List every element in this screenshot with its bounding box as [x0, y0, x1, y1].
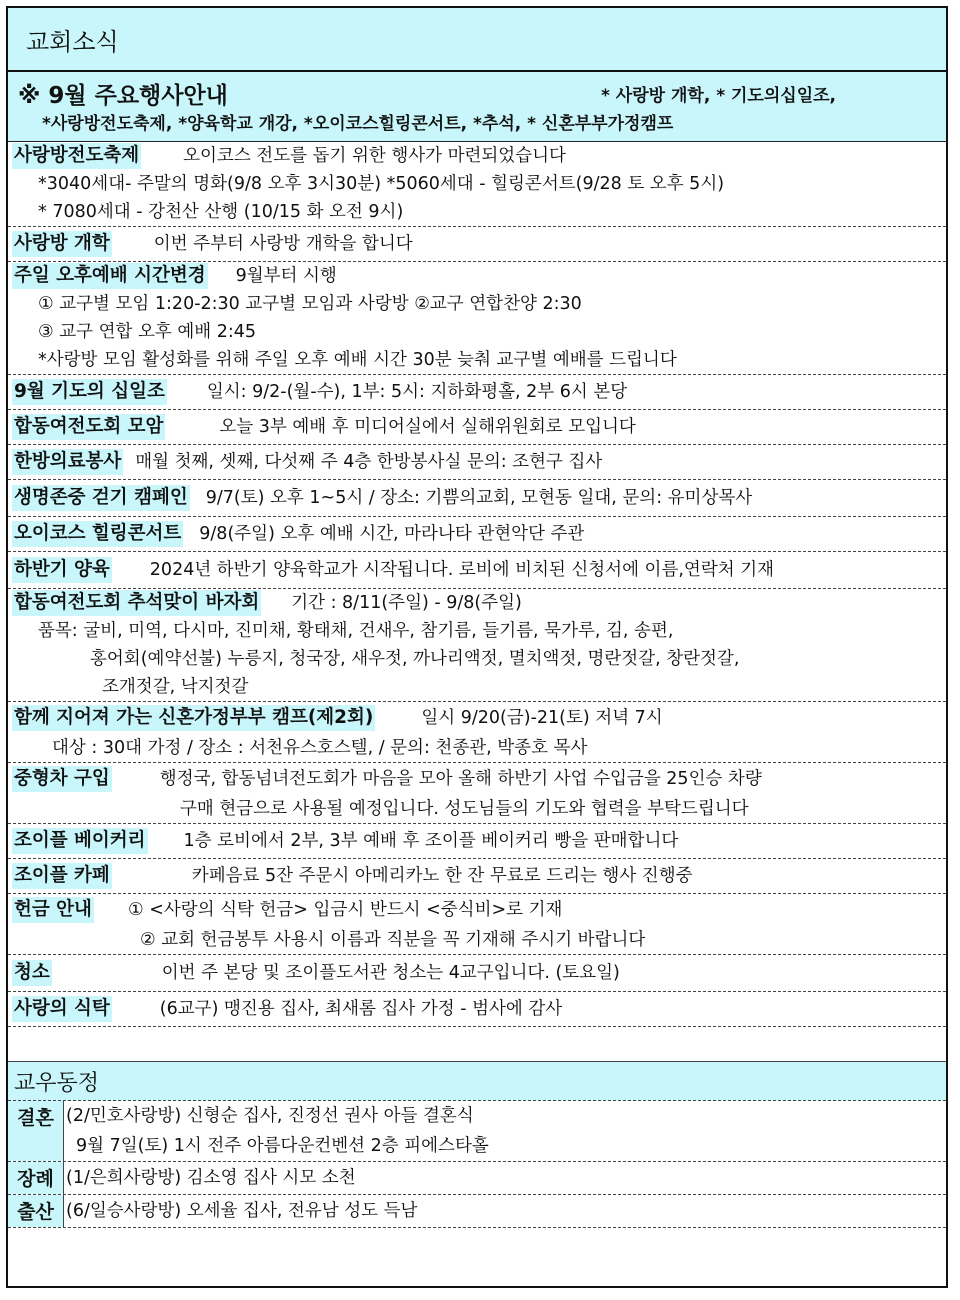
section-text: 홍어회(예약선불) 누릉지, 청국장, 새우젓, 까나리액젓, 멸치액젓, 명란젓갈, 창란젓갈, [90, 649, 740, 669]
section-newlywed-camp [8, 702, 946, 763]
notice-title: ※ 9월 주요행사안내 [18, 82, 228, 109]
section-text: * 7080세대 - 강천산 산행 (10/15 화 오전 9시) [38, 202, 404, 222]
section-text: 1층 로비에서 2부, 3부 예배 후 조이플 베이커리 빵을 판매합니다 [183, 831, 679, 851]
section-joyful-bakery [8, 824, 946, 859]
section-text: 카페음료 5잔 주문시 아메리카노 한 잔 무료로 드리는 행사 진행중 [191, 866, 693, 886]
notice-events-line1: * 사랑방 개학, * 기도의십일조, [600, 85, 836, 106]
section-offering-guide [8, 894, 946, 955]
section-label: 함께 지어져 가는 신혼가정부부 캠프(제2회) [12, 705, 375, 731]
section-text: ② 교회 헌금봉투 사용시 이름과 직분을 꼭 기재해 주시기 바랍니다 [140, 930, 646, 950]
section-label: 합동여전도회 추석맞이 바자회 [12, 590, 261, 616]
section-walking-campaign [8, 480, 946, 517]
section-label: 9월 기도의 십일조 [12, 379, 167, 405]
section-text: 오늘 3부 예배 후 미디어실에서 실해위원회로 모입니다 [219, 417, 636, 437]
section-text: 9/7(토) 오후 1~5시 / 장소: 기쁨의교회, 모현동 일대, 문의: 유미상목사 [205, 488, 753, 508]
section-text: ① 교구별 모임 1:20-2:30 교구별 모임과 사랑방 ②교구 연합찬양 2:30 [38, 294, 582, 314]
section-label: 하반기 양육 [12, 557, 112, 583]
section-label: 오이코스 힐링콘서트 [12, 521, 183, 547]
section-text: 9/8(주일) 오후 예배 시간, 마라나타 관현악단 주관 [199, 524, 585, 544]
section-text: 구매 현금으로 사용될 예정입니다. 성도님들의 기도와 협력을 부탁드립니다 [180, 799, 749, 819]
family-label: 장례 [8, 1162, 64, 1194]
spacer [8, 1027, 946, 1061]
section-label: 청소 [12, 960, 52, 986]
section-healing-concert [8, 517, 946, 552]
section-text: *3040세대- 주말의 명화(9/8 오후 3시30분) *5060세대 - 힐링콘서트(9/28 토 오후 5시) [38, 174, 725, 194]
section-sarangbang-opening [8, 227, 946, 262]
section-label: 조이플 베이커리 [12, 828, 148, 854]
section-prayer-tithe [8, 375, 946, 410]
family-label: 결혼 [8, 1101, 64, 1161]
section-text: *사랑방 모임 활성화를 위해 주일 오후 예배 시간 30분 늦춰 교구별 예배를 드립니다 [38, 350, 677, 370]
family-news-title: 교우동정 [8, 1061, 946, 1101]
section-text: ① <사랑의 식탁 헌금> 입금시 반드시 <중식비>로 기재 [127, 900, 563, 920]
section-label: 사랑방 개학 [12, 231, 112, 257]
section-label: 주일 오후예배 시간변경 [12, 263, 208, 289]
family-text: (1/은희사랑방) 김소영 집사 시모 소천 [66, 1168, 356, 1188]
family-wedding [8, 1101, 946, 1162]
section-text: 이번 주부터 사랑방 개학을 합니다 [153, 234, 413, 254]
section-joyful-cafe [8, 859, 946, 894]
section-text: 일시 9/20(금)-21(토) 저녁 7시 [421, 708, 663, 728]
section-text: ③ 교구 연합 오후 예배 2:45 [38, 322, 257, 342]
section-text: 매월 첫째, 셋째, 다섯째 주 4층 한방봉사실 문의: 조현구 집사 [135, 452, 603, 472]
section-cleaning [8, 955, 946, 992]
section-text: 조개젓갈, 낙지젓갈 [102, 677, 249, 697]
family-birth [8, 1195, 946, 1228]
section-van-purchase [8, 763, 946, 824]
section-label: 중형차 구입 [12, 766, 112, 792]
section-text: 이번 주 본당 및 조이플도서관 청소는 4교구입니다. (토요일) [161, 963, 620, 983]
section-label: 헌금 안내 [12, 897, 94, 923]
section-love-table [8, 992, 946, 1027]
section-womens-meeting [8, 410, 946, 445]
bulletin-frame [6, 6, 948, 1288]
section-text: (6교구) 맹진용 집사, 최새롬 집사 가정 - 범사에 감사 [159, 999, 563, 1019]
family-label: 출산 [8, 1195, 64, 1227]
family-funeral [8, 1162, 946, 1195]
section-oriental-medicine [8, 445, 946, 480]
section-label: 합동여전도회 모암 [12, 414, 165, 440]
section-text: 2024년 하반기 양육학교가 시작됩니다. 로비에 비치된 신청서에 이름,연락처 기재 [149, 560, 775, 580]
section-text: 대상 : 30대 가정 / 장소 : 서천유스호스텔, / 문의: 천종관, 박종호 목사 [52, 738, 588, 758]
section-text: 일시: 9/2-(월-수), 1부: 5시: 지하화평홀, 2부 6시 본당 [206, 382, 628, 402]
section-label: 생명존중 걷기 캠페인 [12, 485, 190, 511]
section-text: 기간 : 8/11(주일) - 9/8(주일) [291, 593, 522, 613]
family-text: 9월 7일(토) 1시 전주 아름다운컨벤션 2층 피에스타홀 [76, 1136, 489, 1156]
page-title: 교회소식 [8, 8, 946, 72]
notice-events-line2: *사랑방전도축제, *양육학교 개강, *오이코스힐링콘서트, *추석, * 신혼부부가정캠프 [42, 114, 674, 134]
section-label: 조이플 카페 [12, 863, 112, 889]
section-text: 행정국, 합동넘녀전도회가 마음을 모아 올해 하반기 사업 수입금을 25인승 차량 [159, 769, 762, 789]
section-text: 9월부터 시행 [235, 266, 337, 286]
section-evangelism-festival [8, 142, 946, 227]
section-label: 사랑방전도축제 [12, 143, 141, 169]
section-text: 오이코스 전도를 돕기 위한 행사가 마련되었습니다 [183, 146, 566, 166]
section-chuseok-bazaar [8, 589, 946, 702]
family-text: (6/일승사랑방) 오세율 집사, 전유남 성도 득남 [66, 1201, 418, 1221]
section-service-time-change [8, 262, 946, 375]
september-events-notice [8, 72, 946, 142]
section-label: 한방의료봉사 [12, 449, 123, 475]
section-second-half-training [8, 552, 946, 589]
section-text: 품목: 굴비, 미역, 다시마, 진미채, 황태채, 건새우, 참기름, 들기름, 묵가루, 김, 송편, [38, 621, 674, 641]
section-label: 사랑의 식탁 [12, 996, 112, 1022]
family-text: (2/민호사랑방) 신형순 집사, 진정선 권사 아들 결혼식 [66, 1106, 474, 1126]
